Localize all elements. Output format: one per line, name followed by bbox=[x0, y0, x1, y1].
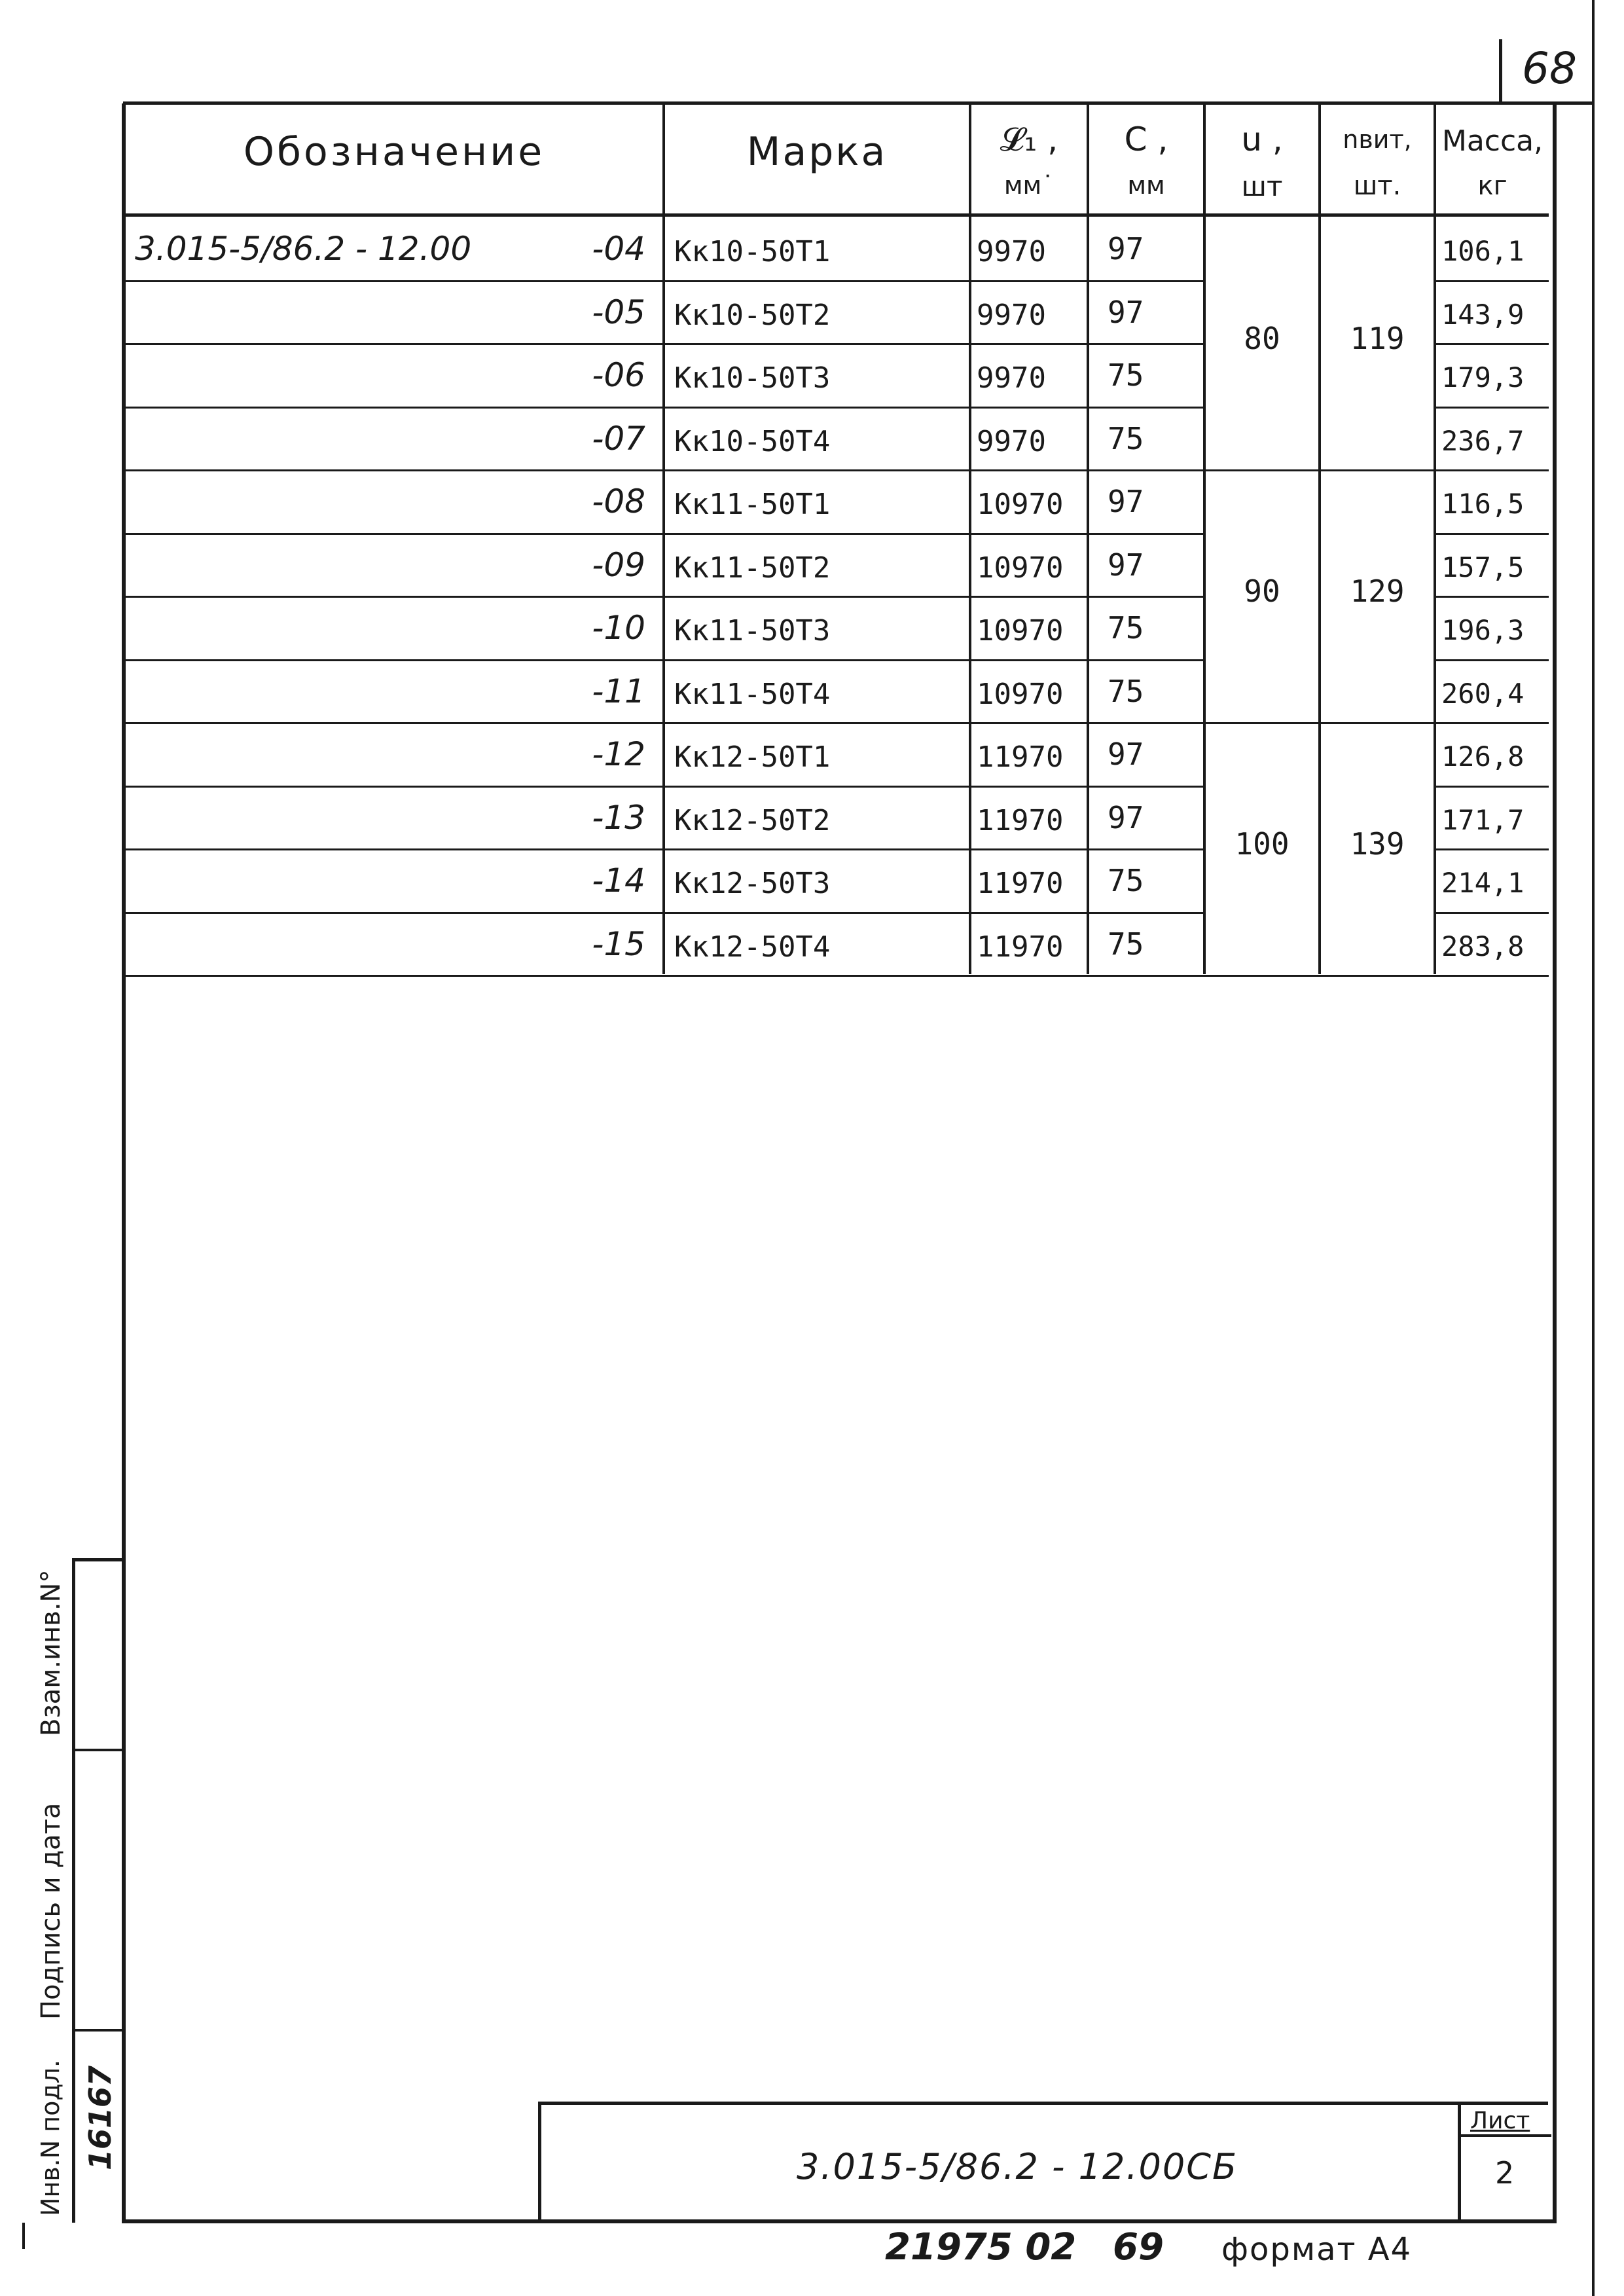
row-mark: Кк12-50Т3 bbox=[674, 867, 831, 900]
row-c: 97 bbox=[1108, 294, 1144, 330]
row-mark: Кк12-50Т2 bbox=[674, 803, 831, 837]
row-mark: Кк12-50Т1 bbox=[674, 740, 831, 774]
row-c: 75 bbox=[1108, 863, 1144, 898]
row-l1: 11970 bbox=[977, 740, 1064, 774]
row-suffix: -07 bbox=[592, 419, 645, 458]
header-c: С , bbox=[1124, 120, 1168, 158]
row-suffix: -13 bbox=[592, 798, 645, 837]
inv-number: 16167 bbox=[82, 2065, 118, 2170]
row-suffix: -11 bbox=[592, 672, 645, 710]
label-inv-podl: Инв.N подл. bbox=[36, 2060, 65, 2216]
sheet-box bbox=[1458, 2102, 1551, 2223]
row-c: 97 bbox=[1108, 231, 1144, 266]
header-l1: 𝓛₁ , bbox=[1000, 120, 1058, 158]
row-c: 75 bbox=[1108, 926, 1144, 962]
row-mass: 126,8 bbox=[1441, 740, 1525, 773]
right-margin-line bbox=[1592, 0, 1595, 2296]
row-mark: Кк11-50Т2 bbox=[674, 551, 831, 585]
row-mark: Кк10-50Т4 bbox=[674, 424, 831, 458]
document-code: 3.015-5/86.2 - 12.00СБ bbox=[797, 2146, 1238, 2187]
header-mark: Марка bbox=[746, 129, 888, 175]
table-row bbox=[126, 407, 1549, 470]
header-mass: Масса, bbox=[1441, 124, 1543, 158]
footer-order-number: 21975 02 bbox=[885, 2226, 1077, 2269]
row-l1: 10970 bbox=[977, 614, 1064, 647]
row-mass: 116,5 bbox=[1441, 488, 1525, 520]
row-mark: Кк11-50Т1 bbox=[674, 488, 831, 521]
row-mass: 157,5 bbox=[1441, 551, 1525, 583]
sheet-number: 2 bbox=[1495, 2155, 1515, 2191]
footer-page: 69 bbox=[1113, 2226, 1164, 2269]
row-mark: Кк10-50Т3 bbox=[674, 361, 831, 395]
header-designation: Обозначение bbox=[243, 129, 545, 175]
table-row bbox=[126, 659, 1549, 723]
row-suffix: -10 bbox=[592, 609, 645, 647]
row-mark: Кк12-50Т4 bbox=[674, 930, 831, 964]
row-mark: Кк10-50Т2 bbox=[674, 298, 831, 332]
row-l1: 11970 bbox=[977, 930, 1064, 964]
row-c: 75 bbox=[1108, 673, 1144, 709]
row-mass: 196,3 bbox=[1441, 614, 1525, 646]
row-c: 97 bbox=[1108, 484, 1144, 519]
group-u: 90 bbox=[1244, 574, 1280, 609]
row-suffix: -06 bbox=[592, 356, 645, 394]
row-suffix: -08 bbox=[592, 483, 645, 520]
label-vzam-inv: Взам.инв.N° bbox=[36, 1569, 66, 1736]
header-u-unit: шт bbox=[1241, 170, 1283, 202]
row-l1: 10970 bbox=[977, 677, 1064, 711]
sheet-label: Лист bbox=[1470, 2107, 1530, 2134]
page-number-box bbox=[1499, 39, 1587, 101]
row-suffix: -14 bbox=[592, 862, 645, 900]
header-nvit: nвит, bbox=[1343, 125, 1412, 154]
row-mass: 214,1 bbox=[1441, 867, 1525, 899]
row-mass: 171,7 bbox=[1441, 803, 1525, 836]
row-l1: 11970 bbox=[977, 867, 1064, 900]
row-suffix: -09 bbox=[592, 545, 645, 584]
header-u: u , bbox=[1241, 120, 1283, 158]
group-nvit: 129 bbox=[1350, 574, 1405, 609]
row-l1: 10970 bbox=[977, 551, 1064, 585]
table-row bbox=[126, 722, 1549, 786]
row-suffix: -05 bbox=[592, 293, 645, 331]
row-c: 75 bbox=[1108, 420, 1144, 456]
row-suffix: -15 bbox=[592, 924, 645, 963]
row-l1: 9970 bbox=[977, 235, 1046, 268]
group-u: 80 bbox=[1244, 321, 1280, 356]
header-mass-unit: кг bbox=[1477, 171, 1507, 201]
header-c-unit: мм bbox=[1127, 171, 1165, 200]
row-line bbox=[126, 975, 1549, 977]
title-block bbox=[538, 2102, 1548, 2223]
row-c: 75 bbox=[1108, 357, 1144, 393]
table-row bbox=[126, 217, 1549, 280]
row-mass: 283,8 bbox=[1441, 930, 1525, 962]
page-number: 68 bbox=[1522, 43, 1577, 94]
group-nvit: 139 bbox=[1350, 826, 1405, 862]
stamp-divider bbox=[75, 1749, 125, 1751]
spec-table bbox=[126, 105, 1549, 974]
row-l1: 9970 bbox=[977, 298, 1046, 332]
row-c: 75 bbox=[1108, 610, 1144, 646]
row-l1: 10970 bbox=[977, 488, 1064, 521]
row-c: 97 bbox=[1108, 799, 1144, 835]
row-l1: 9970 bbox=[977, 361, 1046, 395]
header-nvit-unit: шт. bbox=[1353, 171, 1401, 201]
table-row bbox=[126, 469, 1549, 533]
group-u: 100 bbox=[1235, 826, 1290, 862]
footer-format: формат А4 bbox=[1221, 2231, 1413, 2268]
row-mass: 179,3 bbox=[1441, 361, 1525, 393]
row-suffix: -12 bbox=[592, 735, 645, 773]
row-mark: Кк11-50Т4 bbox=[674, 677, 831, 711]
row-mass: 106,1 bbox=[1441, 235, 1525, 267]
stamp-divider bbox=[75, 2029, 125, 2032]
group-nvit: 119 bbox=[1350, 321, 1405, 356]
row-mass: 143,9 bbox=[1441, 298, 1525, 331]
label-podpis-data: Подпись и дата bbox=[36, 1802, 66, 2020]
left-edge-tick bbox=[22, 2223, 25, 2249]
sheet-divider bbox=[1461, 2134, 1551, 2137]
row-l1: 11970 bbox=[977, 803, 1064, 837]
base-designation: 3.015-5/86.2 - 12.00 bbox=[135, 230, 472, 268]
table-row bbox=[126, 912, 1549, 975]
row-mark: Кк11-50Т3 bbox=[674, 614, 831, 647]
row-c: 97 bbox=[1108, 547, 1144, 583]
header-l1-unit: мм˙ bbox=[1003, 171, 1055, 200]
row-c: 97 bbox=[1108, 737, 1144, 772]
row-l1: 9970 bbox=[977, 424, 1046, 458]
row-mass: 236,7 bbox=[1441, 424, 1525, 457]
row-suffix: -04 bbox=[592, 230, 645, 268]
row-mark: Кк10-50Т1 bbox=[674, 235, 831, 268]
row-mass: 260,4 bbox=[1441, 677, 1525, 710]
